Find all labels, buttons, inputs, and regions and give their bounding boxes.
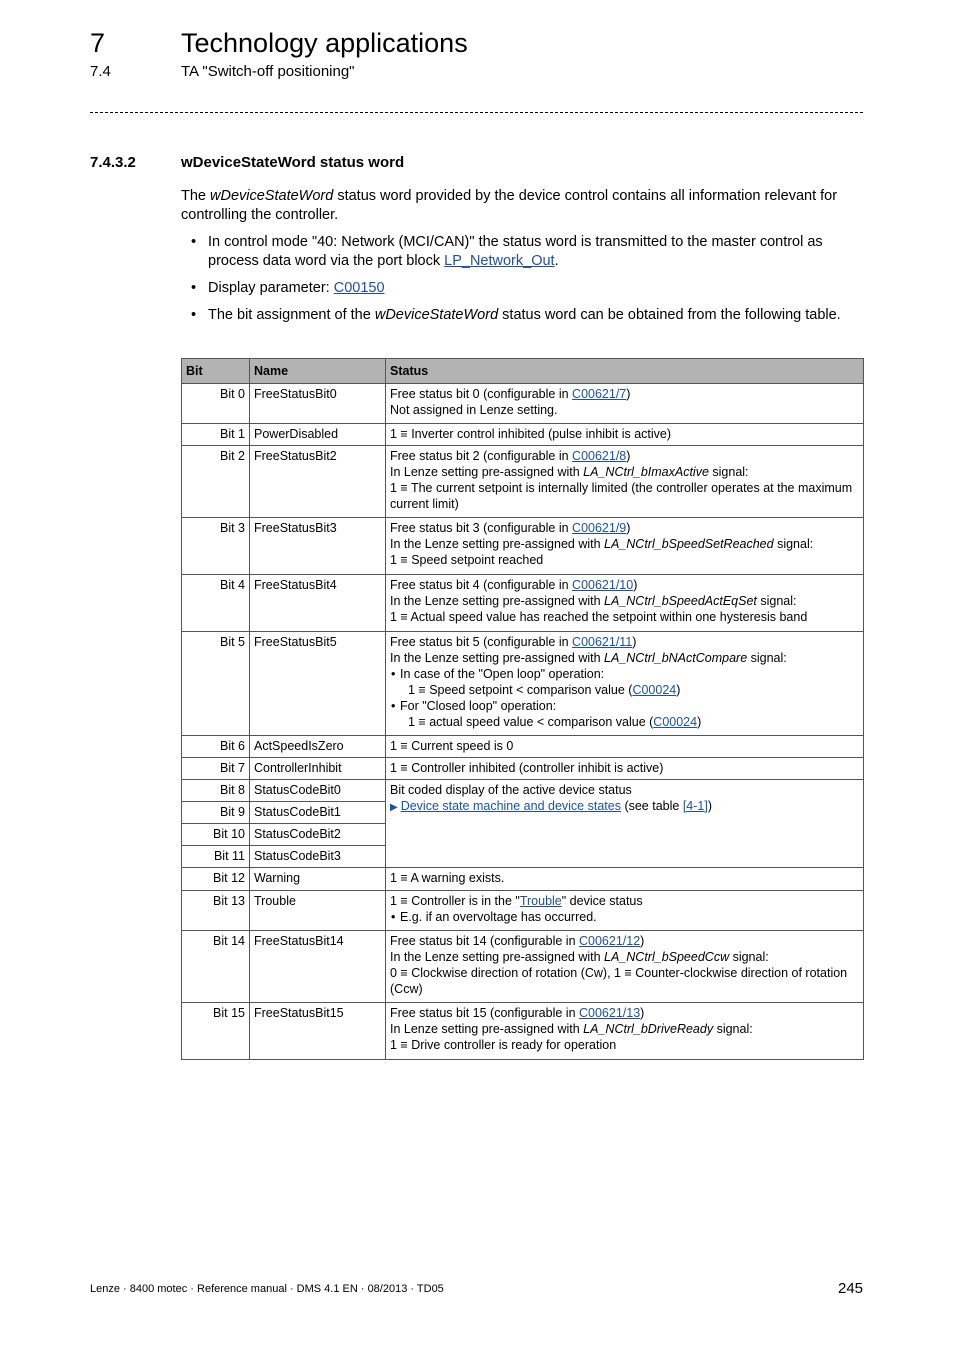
subsection-title: wDeviceStateWord status word [181,154,405,171]
sub-bullet: • For "Closed loop" operation: [390,698,859,714]
status-cell: Free status bit 4 (configurable in C00621/10) In the Lenze setting pre-assigned with LA_NCtrl_bSpeedActEqSet signal: 1 ≡ Actual speed value has reached the setpoint within one hysteresis band [386,575,864,632]
status-cell: Bit coded display of the active device status ▶ Device state machine and device states (see table [4-1]) [386,780,864,868]
bit-cell: Bit 15 [182,1003,250,1060]
bit-cell: Bit 10 [182,824,250,846]
bit-cell: Bit 3 [182,518,250,575]
intro-paragraph: The wDeviceStateWord status word provided by the device control contains all information relevant for controlling the controller. [181,188,838,223]
table-4-1-link[interactable]: [4-1] [682,799,708,813]
table-row [182,632,864,736]
bit-cell: Bit 11 [182,846,250,868]
name-cell: ControllerInhibit [250,758,386,780]
section-title: TA "Switch-off positioning" [181,63,355,80]
table-row [182,518,864,575]
name-cell: PowerDisabled [250,424,386,446]
table-row [182,868,864,891]
sub-bullet-detail: 1 ≡ Speed setpoint < comparison value (C00024) [408,683,681,697]
bit-cell: Bit 7 [182,758,250,780]
status-cell: Free status bit 2 (configurable in C00621/8) In Lenze setting pre-assigned with LA_NCtrl_bImaxActive signal: 1 ≡ The current setpoint is internally limited (the controller operates at the maximum current limit) [386,446,864,518]
status-cell: 1 ≡ A warning exists. [386,868,864,891]
name-cell: FreeStatusBit5 [250,632,386,736]
name-cell: Trouble [250,891,386,931]
chapter-title: Technology applications [181,28,468,58]
bit-cell: Bit 1 [182,424,250,446]
table-header-row [182,359,864,384]
status-cell: 1 ≡ Inverter control inhibited (pulse inhibit is active) [386,424,864,446]
bit-cell: Bit 12 [182,868,250,891]
status-cell: Free status bit 15 (configurable in C00621/13) In Lenze setting pre-assigned with LA_NCtrl_bDriveReady signal: 1 ≡ Drive controller is ready for operation [386,1003,864,1060]
subsection-number: 7.4.3.2 [90,154,136,171]
list-item: • Display parameter: C00150 [181,279,866,298]
bit-cell: Bit 0 [182,384,250,424]
bit-cell: Bit 14 [182,931,250,1003]
table-row [182,891,864,931]
column-header-name: Name [250,359,386,384]
bit-cell: Bit 2 [182,446,250,518]
sub-bullet: • E.g. if an overvoltage has occurred. [390,909,859,925]
list-item: • The bit assignment of the wDeviceStateWord status word can be obtained from the following table. [181,306,866,325]
table-row [182,931,864,1003]
status-cell: 1 ≡ Controller inhibited (controller inhibit is active) [386,758,864,780]
c00621-12-link[interactable]: C00621/12 [579,934,641,948]
table-row [182,384,864,424]
header-divider [90,112,863,113]
table-row [182,758,864,780]
bullet-list [181,233,866,333]
name-cell: FreeStatusBit14 [250,931,386,1003]
bit-cell: Bit 8 [182,780,250,802]
name-cell: Warning [250,868,386,891]
status-cell: Free status bit 3 (configurable in C00621/9) In the Lenze setting pre-assigned with LA_NCtrl_bSpeedSetReached signal: 1 ≡ Speed setpoint reached [386,518,864,575]
bit-cell: Bit 5 [182,632,250,736]
status-cell: Free status bit 5 (configurable in C00621/11) In the Lenze setting pre-assigned with LA_NCtrl_bNActCompare signal: • In case of the "Open loop" operation: 1 ≡ Speed setpoint < comparison value (C00024) • For "Closed loop" operation: 1 ≡ actual speed value < comparison value (C00024) [386,632,864,736]
device-state-machine-link[interactable]: Device state machine and device states [400,799,621,813]
footer-document-info: Lenze · 8400 motec · Reference manual · DMS 4.1 EN · 08/2013 · TD05 [90,1283,444,1295]
bit-cell: Bit 9 [182,802,250,824]
table-row [182,575,864,632]
c00024-link[interactable]: C00024 [632,683,677,697]
sub-bullet: • In case of the "Open loop" operation: [390,666,859,682]
c00621-11-link[interactable]: C00621/11 [572,635,633,649]
chapter-number: 7 [90,28,106,58]
name-cell: FreeStatusBit15 [250,1003,386,1060]
name-cell: StatusCodeBit1 [250,802,386,824]
section-number: 7.4 [90,63,111,80]
bit-cell: Bit 13 [182,891,250,931]
table-row [182,446,864,518]
name-cell: FreeStatusBit3 [250,518,386,575]
table-row [182,780,864,802]
status-cell: Free status bit 14 (configurable in C00621/12) In the Lenze setting pre-assigned with LA_NCtrl_bSpeedCcw signal: 0 ≡ Clockwise direction of rotation (Cw), 1 ≡ Counter-clockwise direction of rotation (Ccw) [386,931,864,1003]
table-row [182,736,864,758]
name-cell: StatusCodeBit2 [250,824,386,846]
column-header-status: Status [386,359,864,384]
c00621-13-link[interactable]: C00621/13 [579,1006,641,1020]
status-word-table-wrapper [181,358,864,1060]
lp-network-out-link[interactable]: LP_Network_Out [444,253,555,269]
name-cell: FreeStatusBit0 [250,384,386,424]
status-cell: 1 ≡ Current speed is 0 [386,736,864,758]
status-cell: 1 ≡ Controller is in the "Trouble" device status • E.g. if an overvoltage has occurred. [386,891,864,931]
column-header-bit: Bit [182,359,250,384]
sub-bullet-detail: 1 ≡ actual speed value < comparison value (C00024) [408,715,702,729]
name-cell: StatusCodeBit3 [250,846,386,868]
arrow-right-icon: ▶ [390,802,398,813]
name-cell: FreeStatusBit4 [250,575,386,632]
c00621-10-link[interactable]: C00621/10 [572,578,634,592]
c00150-link[interactable]: C00150 [333,280,385,296]
bit-cell: Bit 6 [182,736,250,758]
list-item: • In control mode "40: Network (MCI/CAN)" the status word is transmitted to the master control as process data word via the port block LP_Network_Out. [181,233,866,271]
name-cell: ActSpeedIsZero [250,736,386,758]
name-cell: StatusCodeBit0 [250,780,386,802]
status-cell: Free status bit 0 (configurable in C00621/7) Not assigned in Lenze setting. [386,384,864,424]
status-word-table [181,358,864,1060]
c00621-8-link[interactable]: C00621/8 [572,449,627,463]
trouble-link[interactable]: Trouble [519,894,562,908]
bit-cell: Bit 4 [182,575,250,632]
c00024-link[interactable]: C00024 [653,715,698,729]
c00621-9-link[interactable]: C00621/9 [572,521,627,535]
table-row [182,1003,864,1060]
page-number: 245 [838,1280,864,1297]
c00621-7-link[interactable]: C00621/7 [572,387,627,401]
table-row [182,424,864,446]
name-cell: FreeStatusBit2 [250,446,386,518]
